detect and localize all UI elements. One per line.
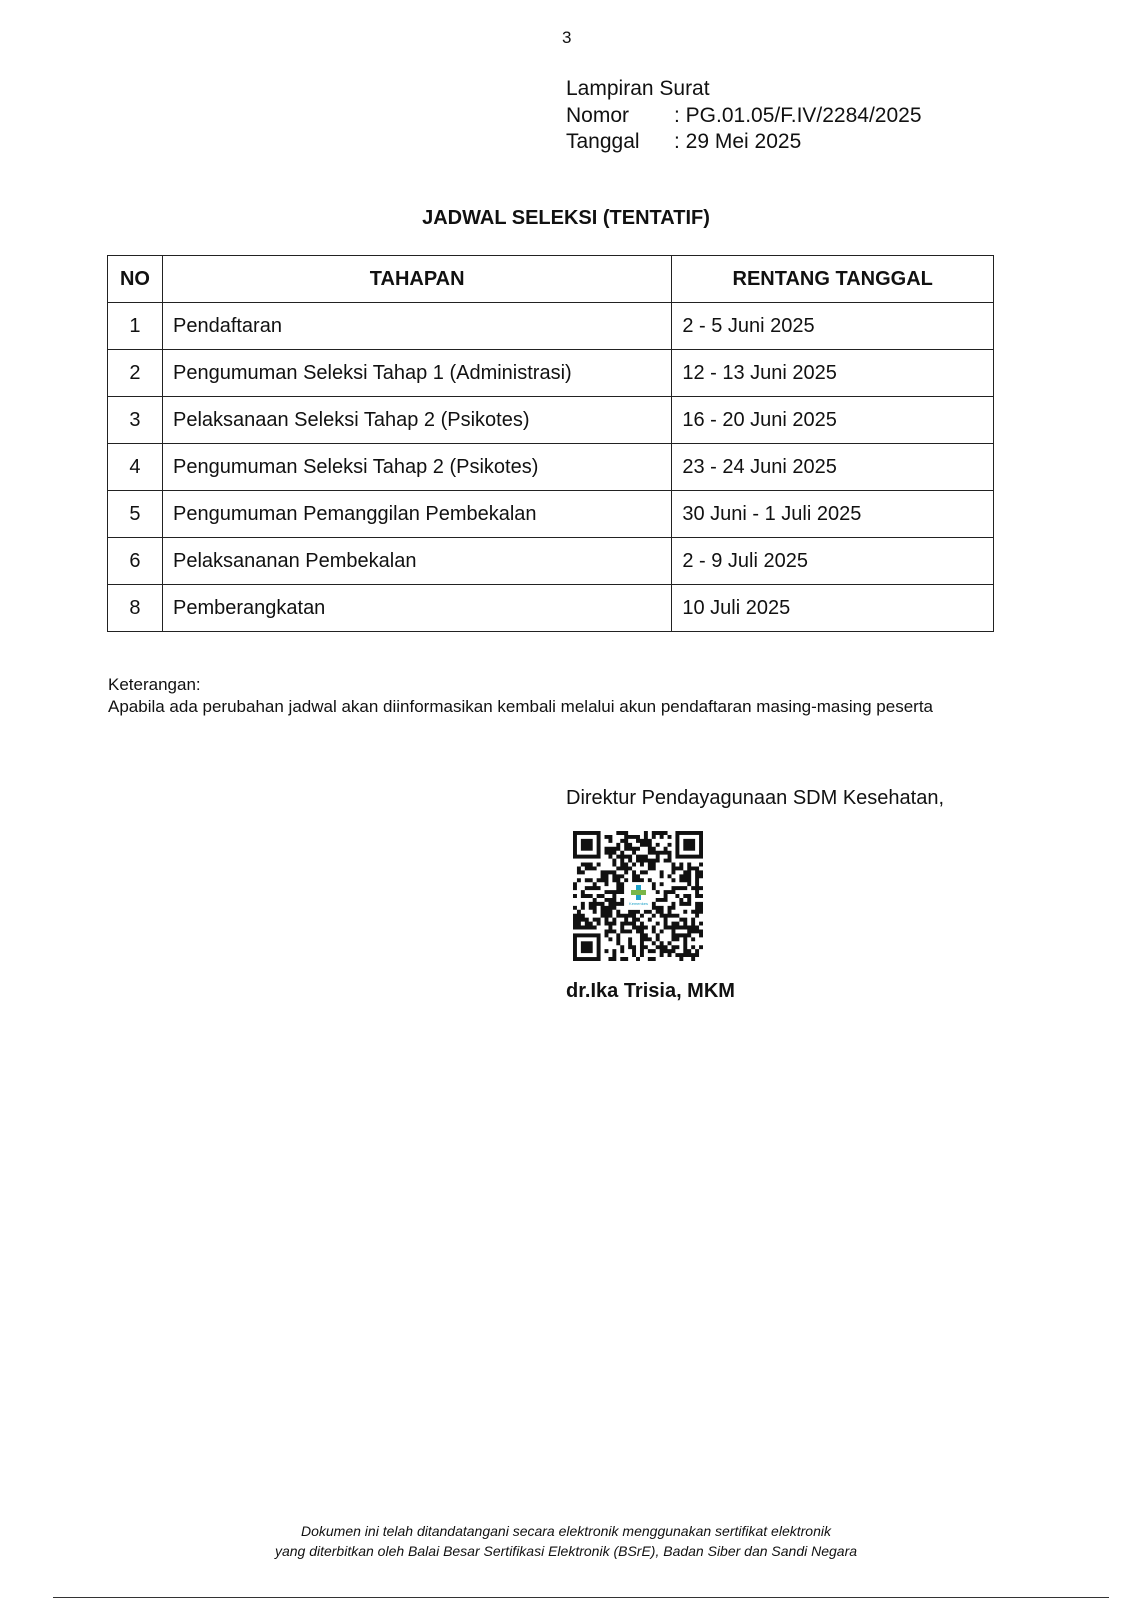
notes-section xyxy=(108,674,988,718)
kemenkes-logo-text: Kemenkes xyxy=(629,901,648,906)
notes-text: Apabila ada perubahan jadwal akan diinformasikan kembali melalui akun pendaftaran masing-masing peserta xyxy=(108,697,933,716)
kemenkes-logo-icon xyxy=(624,882,652,910)
footer-line-2: yang diterbitkan oleh Balai Besar Sertifikasi Elektronik (BSrE), Badan Siber dan Sandi Negara xyxy=(274,1543,858,1559)
column-header-stage: TAHAPAN xyxy=(162,256,671,303)
letter-number-value: : PG.01.05/F.IV/2284/2025 xyxy=(674,103,922,127)
row-stage: Pengumuman Seleksi Tahap 2 (Psikotes) xyxy=(162,444,671,491)
row-stage: Pemberangkatan xyxy=(162,585,671,632)
signer-name: dr.Ika Trisia, MKM xyxy=(566,980,735,1002)
row-stage: Pendaftaran xyxy=(162,303,671,350)
row-date: 16 - 20 Juni 2025 xyxy=(672,397,994,444)
row-stage: Pelaksanaan Seleksi Tahap 2 (Psikotes) xyxy=(162,397,671,444)
row-number: 2 xyxy=(108,350,163,397)
table-header-row xyxy=(108,256,994,303)
letter-date-row xyxy=(566,129,922,156)
row-stage: Pengumuman Pemanggilan Pembekalan xyxy=(162,491,671,538)
letter-heading: Lampiran Surat xyxy=(566,77,710,100)
qr-code-graphic xyxy=(573,831,703,961)
qr-code-icon xyxy=(573,831,703,961)
table-row xyxy=(108,585,994,632)
schedule-table xyxy=(107,255,994,632)
page-number: 3 xyxy=(562,28,572,47)
table-row xyxy=(108,538,994,585)
row-stage: Pelaksananan Pembekalan xyxy=(162,538,671,585)
row-date: 2 - 5 Juni 2025 xyxy=(672,303,994,350)
letter-date-value: : 29 Mei 2025 xyxy=(674,130,802,153)
row-date: 23 - 24 Juni 2025 xyxy=(672,444,994,491)
row-number: 5 xyxy=(108,491,163,538)
table-row xyxy=(108,397,994,444)
table-row xyxy=(108,491,994,538)
row-number: 3 xyxy=(108,397,163,444)
notes-label: Keterangan: xyxy=(108,675,201,694)
row-date: 10 Juli 2025 xyxy=(672,585,994,632)
row-number: 8 xyxy=(108,585,163,632)
row-number: 4 xyxy=(108,444,163,491)
letter-number-label: Nomor xyxy=(566,103,630,127)
column-header-no: NO xyxy=(108,256,163,303)
row-stage: Pengumuman Seleksi Tahap 1 (Administrasi) xyxy=(162,350,671,397)
table-row xyxy=(108,444,994,491)
footer-divider xyxy=(53,1597,1109,1598)
footer-line-1: Dokumen ini telah ditandatangani secara elektronik menggunakan sertifikat elektronik xyxy=(301,1523,831,1539)
footer-note xyxy=(0,1521,1132,1561)
table-row xyxy=(108,350,994,397)
table-row xyxy=(108,303,994,350)
row-date: 12 - 13 Juni 2025 xyxy=(672,350,994,397)
letter-number-row xyxy=(566,103,922,130)
column-header-date: RENTANG TANGGAL xyxy=(672,256,994,303)
document-title: JADWAL SELEKSI (TENTATIF) xyxy=(422,207,710,229)
row-number: 6 xyxy=(108,538,163,585)
row-date: 2 - 9 Juli 2025 xyxy=(672,538,994,585)
signer-title: Direktur Pendayagunaan SDM Kesehatan, xyxy=(566,787,945,809)
row-date: 30 Juni - 1 Juli 2025 xyxy=(672,491,994,538)
letter-metadata xyxy=(566,76,922,156)
row-number: 1 xyxy=(108,303,163,350)
letter-date-label: Tanggal xyxy=(566,130,640,153)
